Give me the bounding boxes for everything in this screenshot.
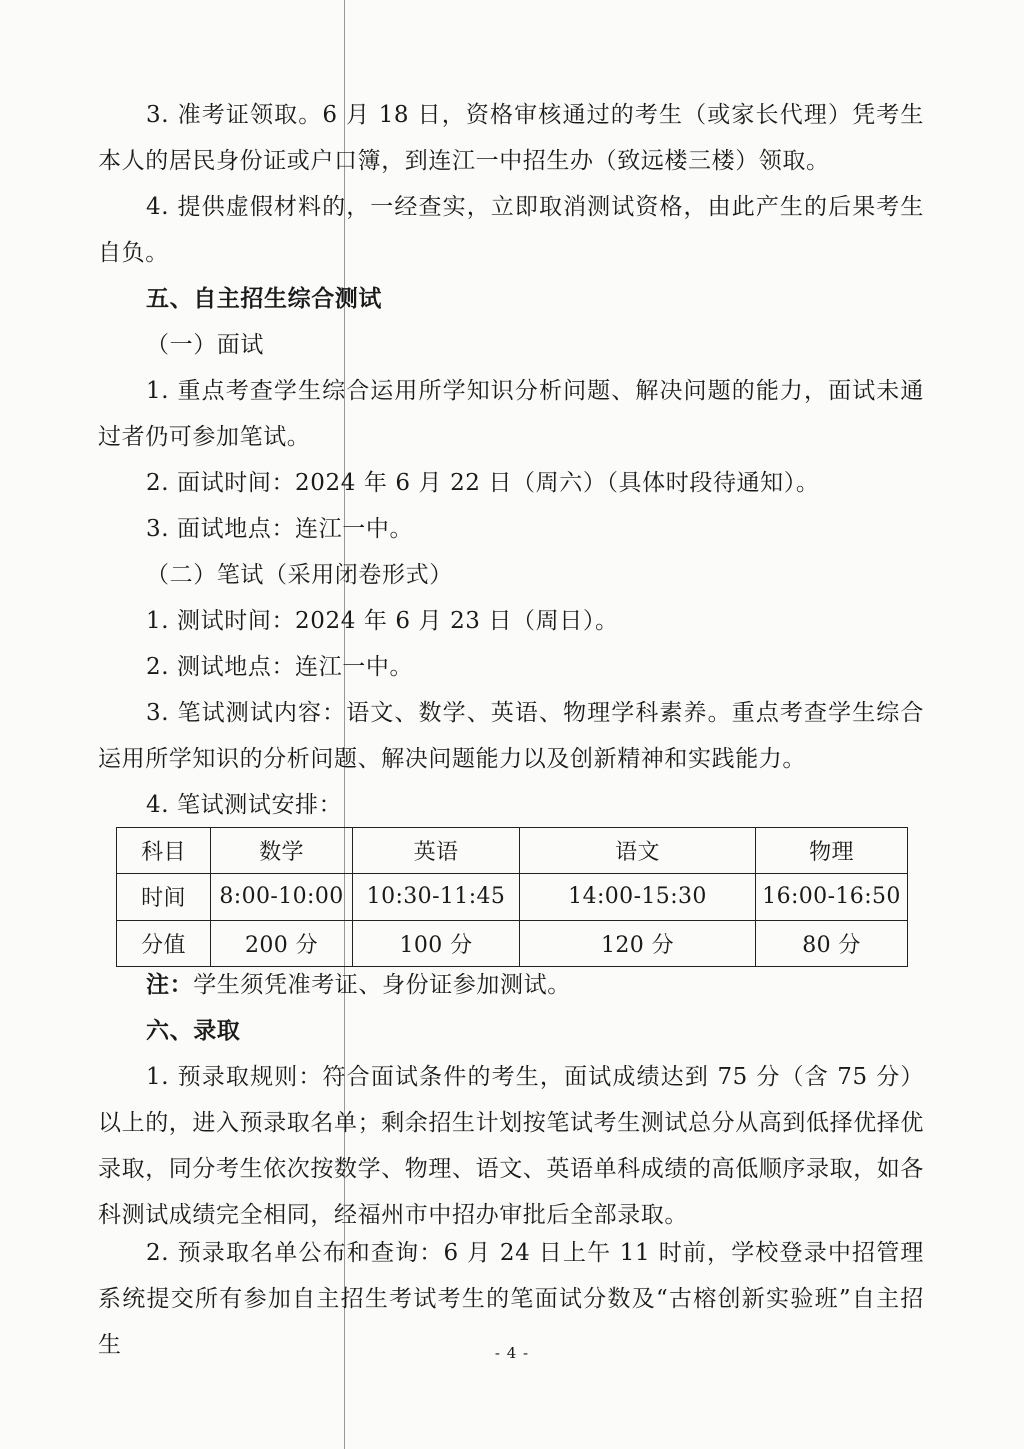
paragraph-interview-location: 3. 面试地点：连江一中。 bbox=[146, 516, 414, 542]
row-label-score: 分值 bbox=[117, 920, 211, 966]
subject-score: 80 分 bbox=[756, 920, 908, 966]
paragraph-written-location: 2. 测试地点：连江一中。 bbox=[146, 654, 414, 680]
subject-score: 120 分 bbox=[520, 920, 756, 966]
subject-time: 14:00-15:30 bbox=[520, 874, 756, 920]
table-row-subject bbox=[117, 828, 908, 874]
table-row-score bbox=[117, 920, 908, 966]
paragraph-written-time: 1. 测试时间：2024 年 6 月 23 日（周日）。 bbox=[146, 608, 619, 634]
paragraph-false-materials: 4. 提供虚假材料的，一经查实，立即取消测试资格，由此产生的后果考生自负。 bbox=[98, 194, 924, 266]
subsection-heading-interview: （一）面试 bbox=[146, 332, 264, 358]
subject-name: 物理 bbox=[756, 828, 908, 874]
subject-time: 8:00-10:00 bbox=[211, 874, 353, 920]
subject-name: 英语 bbox=[353, 828, 520, 874]
exam-schedule-table bbox=[116, 827, 908, 967]
section-heading-comprehensive-test: 五、自主招生综合测试 bbox=[146, 285, 382, 312]
row-label-subject: 科目 bbox=[117, 828, 211, 874]
table-row-time bbox=[117, 874, 908, 920]
note-label: 注： bbox=[146, 971, 194, 998]
subject-time: 10:30-11:45 bbox=[353, 874, 520, 920]
subject-score: 200 分 bbox=[211, 920, 353, 966]
subject-time: 16:00-16:50 bbox=[756, 874, 908, 920]
paragraph-interview-time: 2. 面试时间：2024 年 6 月 22 日（周六）（具体时段待通知）。 bbox=[146, 470, 820, 496]
page-number: - 4 - bbox=[494, 1344, 530, 1362]
paragraph-admission-rule: 1. 预录取规则：符合面试条件的考生，面试成绩达到 75 分（含 75 分）以上的，进入预录取名单；剩余招生计划按笔试考生测试总分从高到低择优择优录取，同分考生依次按数学、物理、语文、英语单科成绩的高低顺序录取，如各科测试成绩完全相同，经福州市中招办审批后全部录取。 bbox=[98, 1064, 924, 1228]
paragraph-interview-focus: 1. 重点考查学生综合运用所学知识分析问题、解决问题的能力，面试未通过者仍可参加笔试。 bbox=[98, 378, 924, 450]
paragraph-admission-ticket: 3. 准考证领取。6 月 18 日，资格审核通过的考生（或家长代理）凭考生本人的居民身份证或户口簿，到连江一中招生办（致远楼三楼）领取。 bbox=[98, 102, 924, 174]
subject-name: 语文 bbox=[520, 828, 756, 874]
subject-score: 100 分 bbox=[353, 920, 520, 966]
paragraph-written-content: 3. 笔试测试内容：语文、数学、英语、物理学科素养。重点考查学生综合运用所学知识的分析问题、解决问题能力以及创新精神和实践能力。 bbox=[98, 700, 924, 772]
paragraph-written-arrangement: 4. 笔试测试安排： bbox=[146, 792, 343, 818]
note-text: 学生须凭准考证、身份证参加测试。 bbox=[193, 972, 571, 998]
subsection-heading-written-test: （二）笔试（采用闭卷形式） bbox=[146, 562, 453, 588]
table-note bbox=[98, 962, 924, 1008]
section-heading-admission: 六、录取 bbox=[146, 1017, 241, 1044]
paragraph-admission-publish: 2. 预录取名单公布和查询：6 月 24 日上午 11 时前，学校登录中招管理系统提交所有参加自主招生考试考生的笔面试分数及“古榕创新实验班”自主招生 bbox=[98, 1240, 924, 1358]
row-label-time: 时间 bbox=[117, 874, 211, 920]
subject-name: 数学 bbox=[211, 828, 353, 874]
